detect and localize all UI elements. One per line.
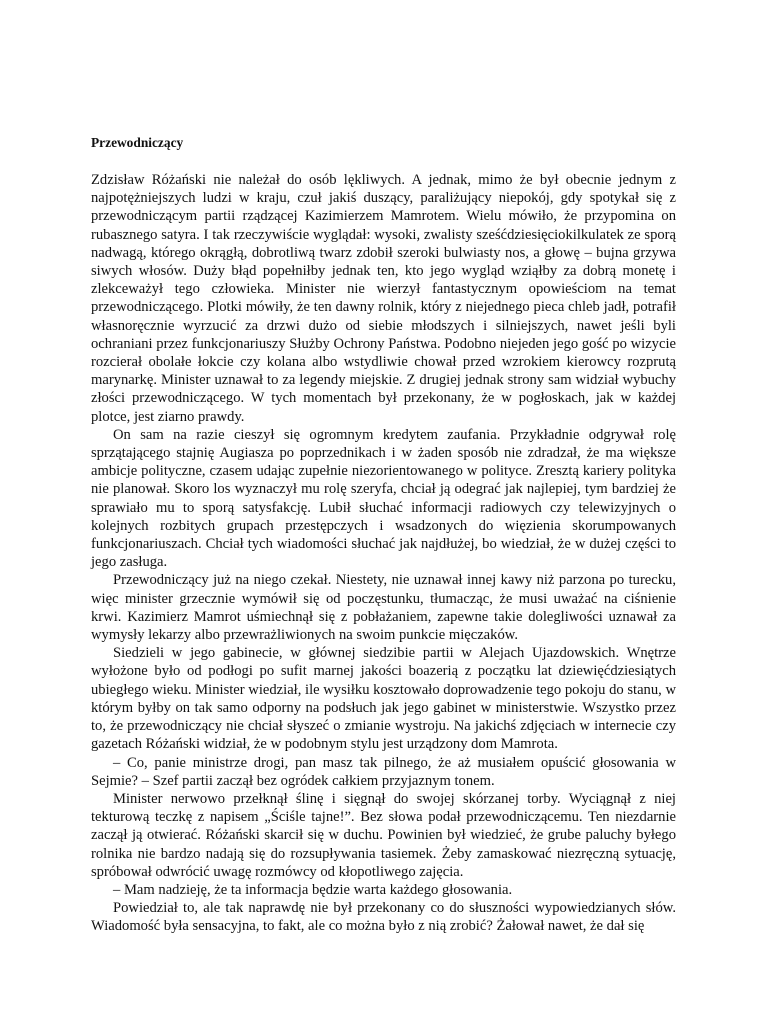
paragraph: – Co, panie ministrze drogi, pan masz tak pilnego, że aż musiałem opuścić głosowania w Sejmie? – Szef partii zaczął bez ogródek całkiem przyjaznym tonem. xyxy=(91,754,676,789)
paragraph: Minister nerwowo przełknął ślinę i sięgnął do swojej skórzanej torby. Wyciągnął z niej tekturową teczkę z napisem „Ściśle tajne!”. Bez słowa podał przewodniczącemu. Ten niezdarnie zaczął ją otwierać. Różański skarcił się w duchu. Powinien był wiedzieć, że grube paluchy byłego rolnika nie bardzo nadają się do rozsupływania tasiemek. Żeby zamaskować niezręczną sytuację, spróbował odwrócić uwagę rozmówcy od kłopotliwego zajęcia. xyxy=(91,790,676,880)
paragraph: Zdzisław Różański nie należał do osób lękliwych. A jednak, mimo że był obecnie jednym z najpotężniejszych ludzi w kraju, czuł jakiś duszący, paraliżujący niepokój, gdy spotykał się z przewodniczącym partii rządzącej Kazimierzem Mamrotem. Wielu mówiło, że przypomina on rubasznego satyra. I tak rzeczywiście wyglądał: wysoki, zwalisty sześćdziesięciokilkulatek ze sporą nadwagą, którego okrągłą, dobrotliwą twarz zdobił szeroki bulwiasty nos, a głowę – bujna grzywa siwych włosów. Duży błąd popełniłby jednak ten, kto jego wygląd wziąłby za dobrą monetę i zlekceważył tego człowieka. Minister nie wierzył fantastycznym opowieściom na temat przewodniczącego. Plotki mówiły, że ten dawny rolnik, który z niejednego pieca chleb jadł, potrafił własnoręcznie wyrzucić za drzwi dużo od siebie młodszych i silniejszych, nawet jeśli byli ochraniani przez funkcjonariuszy Służby Ochrony Państwa. Podobno niejeden jego gość po wizycie rozcierał obolałe łokcie czy kolana albo wstydliwie chował przed wzrokiem kierowcy rozprutą marynarkę. Minister uznawał to za legendy miejskie. Z drugiej jednak strony sam widział wybuchy złości przewodniczącego. W tych momentach był przekonany, że w pogłoskach, jak w każdej plotce, jest ziarno prawdy. xyxy=(91,172,676,425)
document-title: Przewodniczący xyxy=(91,135,184,150)
document-page xyxy=(91,134,676,936)
paragraph: Przewodniczący już na niego czekał. Niestety, nie uznawał innej kawy niż parzona po turecku, więc minister grzecznie wymówił się od poczęstunku, tłumacząc, że musi uważać na ciśnienie krwi. Kazimierz Mamrot uśmiechnął się z pobłażaniem, zapewne takie dolegliwości uznawał za wymysły lekarzy albo przewrażliwionych na swoim punkcie mięczaków. xyxy=(91,572,676,644)
paragraph: On sam na razie cieszył się ogromnym kredytem zaufania. Przykładnie odgrywał rolę sprzątającego stajnię Augiasza po poprzednikach i w żaden sposób nie zdradzał, że ma większe ambicje polityczne, czasem udając zupełnie niezorientowanego w polityce. Zresztą kariery polityka nie planował. Skoro los wyznaczył mu rolę szeryfa, chciał ją odegrać jak najlepiej, tym bardziej że sprawiało mu to sporą satysfakcję. Lubił słuchać informacji radiowych czy telewizyjnych o kolejnych rozbitych grupach przestępczych i wsadzonych do więzienia skorumpowanych funkcjonariuszach. Chciał tych wiadomości słuchać jak najdłużej, bo wiedział, że w dużej części to jego zasługa. xyxy=(91,426,676,571)
paragraph: – Mam nadzieję, że ta informacja będzie warta każdego głosowania. xyxy=(113,881,513,898)
paragraph: Siedzieli w jego gabinecie, w głównej siedzibie partii w Alejach Ujazdowskich. Wnętrze wyłożone było od podłogi po sufit marnej jakości boazerią z początku lat dziewięćdziesiątych ubiegłego wieku. Minister wiedział, ile wysiłku kosztowało doprowadzenie tego pokoju do stanu, w którym byłby on tak samo odporny na podsłuch jak jego gabinet w ministerstwie. Wszystko przez to, że przewodniczący nie chciał słyszeć o zmianie wystroju. Na jakichś zdjęciach w internecie czy gazetach Różański widział, że w podobnym stylu jest urządzony dom Mamrota. xyxy=(91,645,676,753)
paragraph: Powiedział to, ale tak naprawdę nie był przekonany co do słuszności wypowiedzianych słów. Wiadomość była sensacyjna, to fakt, ale co można było z nią zrobić? Żałował nawet, że dał się xyxy=(91,900,676,935)
